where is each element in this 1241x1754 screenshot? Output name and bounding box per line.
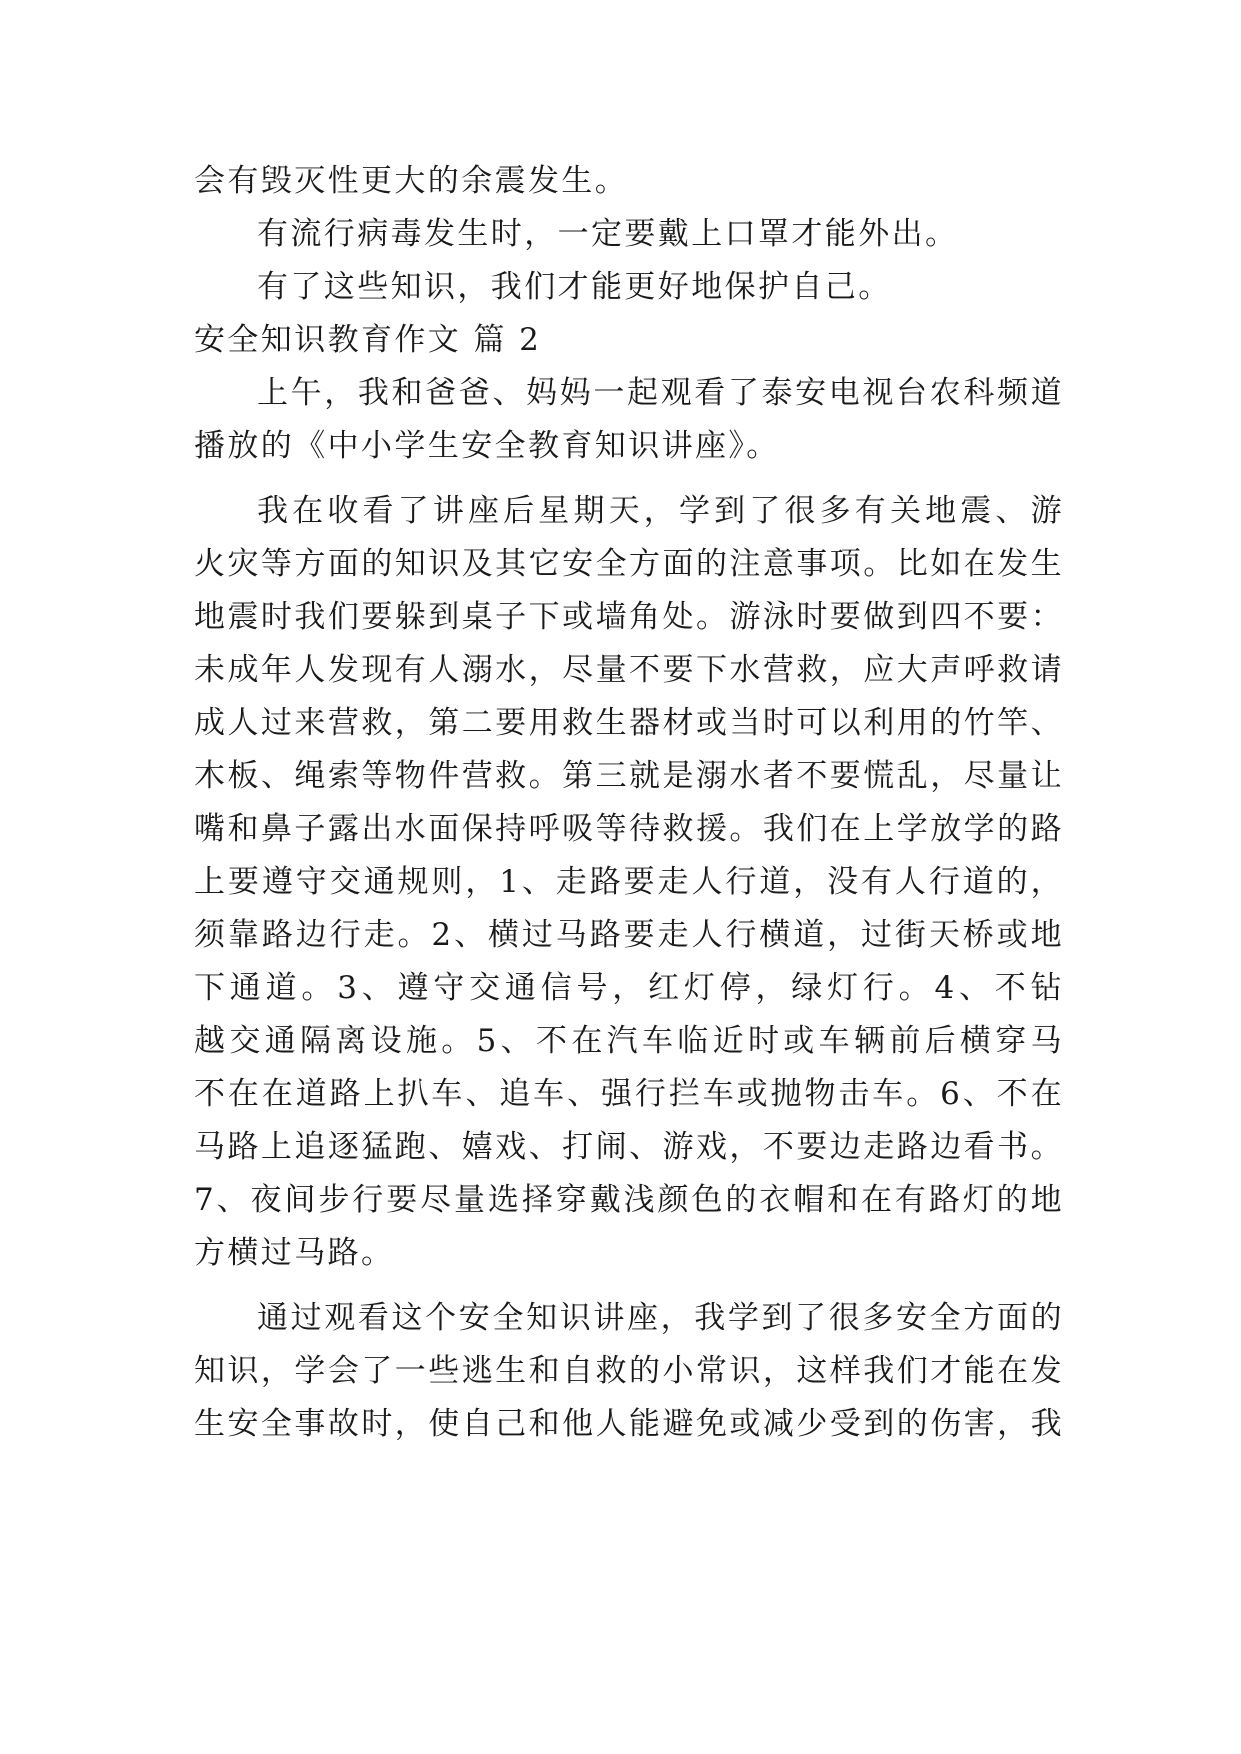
text-line: 越交通隔离设施。5、不在汽车临近时或车辆前后横穿马 (194, 1023, 1064, 1059)
text-line: 未成年人发现有人溺水，尽量不要下水营救，应大声呼救请 (194, 652, 1064, 688)
text-line: 方横过马路。 (194, 1235, 395, 1271)
text-line: 下通道。3、遵守交通信号，红灯停，绿灯行。4、不钻 (194, 970, 1064, 1006)
text-line: 有了这些知识，我们才能更好地保护自己。 (257, 269, 892, 305)
text-line: 通过观看这个安全知识讲座，我学到了很多安全方面的 (257, 1300, 1064, 1336)
text-line: 生安全事故时，使自己和他人能避免或减少受到的伤害，我 (194, 1406, 1064, 1442)
document-page (194, 155, 1064, 1451)
text-line: 上午，我和爸爸、妈妈一起观看了泰安电视台农科频道 (257, 375, 1064, 411)
text-line: 会有毁灭性更大的余震发生。 (194, 163, 629, 199)
text-line: 木板、绳索等物件营救。第三就是溺水者不要慌乱，尽量让 (194, 758, 1064, 794)
text-line: 7、夜间步行要尽量选择穿戴浅颜色的衣帽和在有路灯的地 (194, 1182, 1064, 1218)
text-line: 有流行病毒发生时，一定要戴上口罩才能外出。 (257, 216, 959, 252)
text-line: 知识，学会了一些逃生和自救的小常识，这样我们才能在发 (194, 1353, 1064, 1389)
text-line: 须靠路边行走。2、横过马路要走人行横道，过街天桥或地 (194, 917, 1064, 953)
text-line: 上要遵守交通规则，1、走路要走人行道，没有人行道的， (194, 864, 1064, 900)
text-line: 地震时我们要躲到桌子下或墙角处。游泳时要做到四不要： (194, 599, 1064, 635)
text-line: 成人过来营救，第二要用救生器材或当时可以利用的竹竿、 (194, 705, 1064, 741)
text-line: 不在在道路上扒车、追车、强行拦车或抛物击车。6、不在 (194, 1076, 1064, 1112)
section-heading: 安全知识教育作文 篇 2 (194, 322, 542, 358)
text-line: 马路上追逐猛跑、嬉戏、打闹、游戏，不要边走路边看书。 (194, 1129, 1064, 1165)
text-line: 嘴和鼻子露出水面保持呼吸等待救援。我们在上学放学的路 (194, 811, 1064, 847)
text-line: 火灾等方面的知识及其它安全方面的注意事项。比如在发生 (194, 546, 1064, 582)
text-line: 播放的《中小学生安全教育知识讲座》。 (194, 428, 780, 464)
text-line: 我在收看了讲座后星期天，学到了很多有关地震、游 (257, 493, 1064, 529)
